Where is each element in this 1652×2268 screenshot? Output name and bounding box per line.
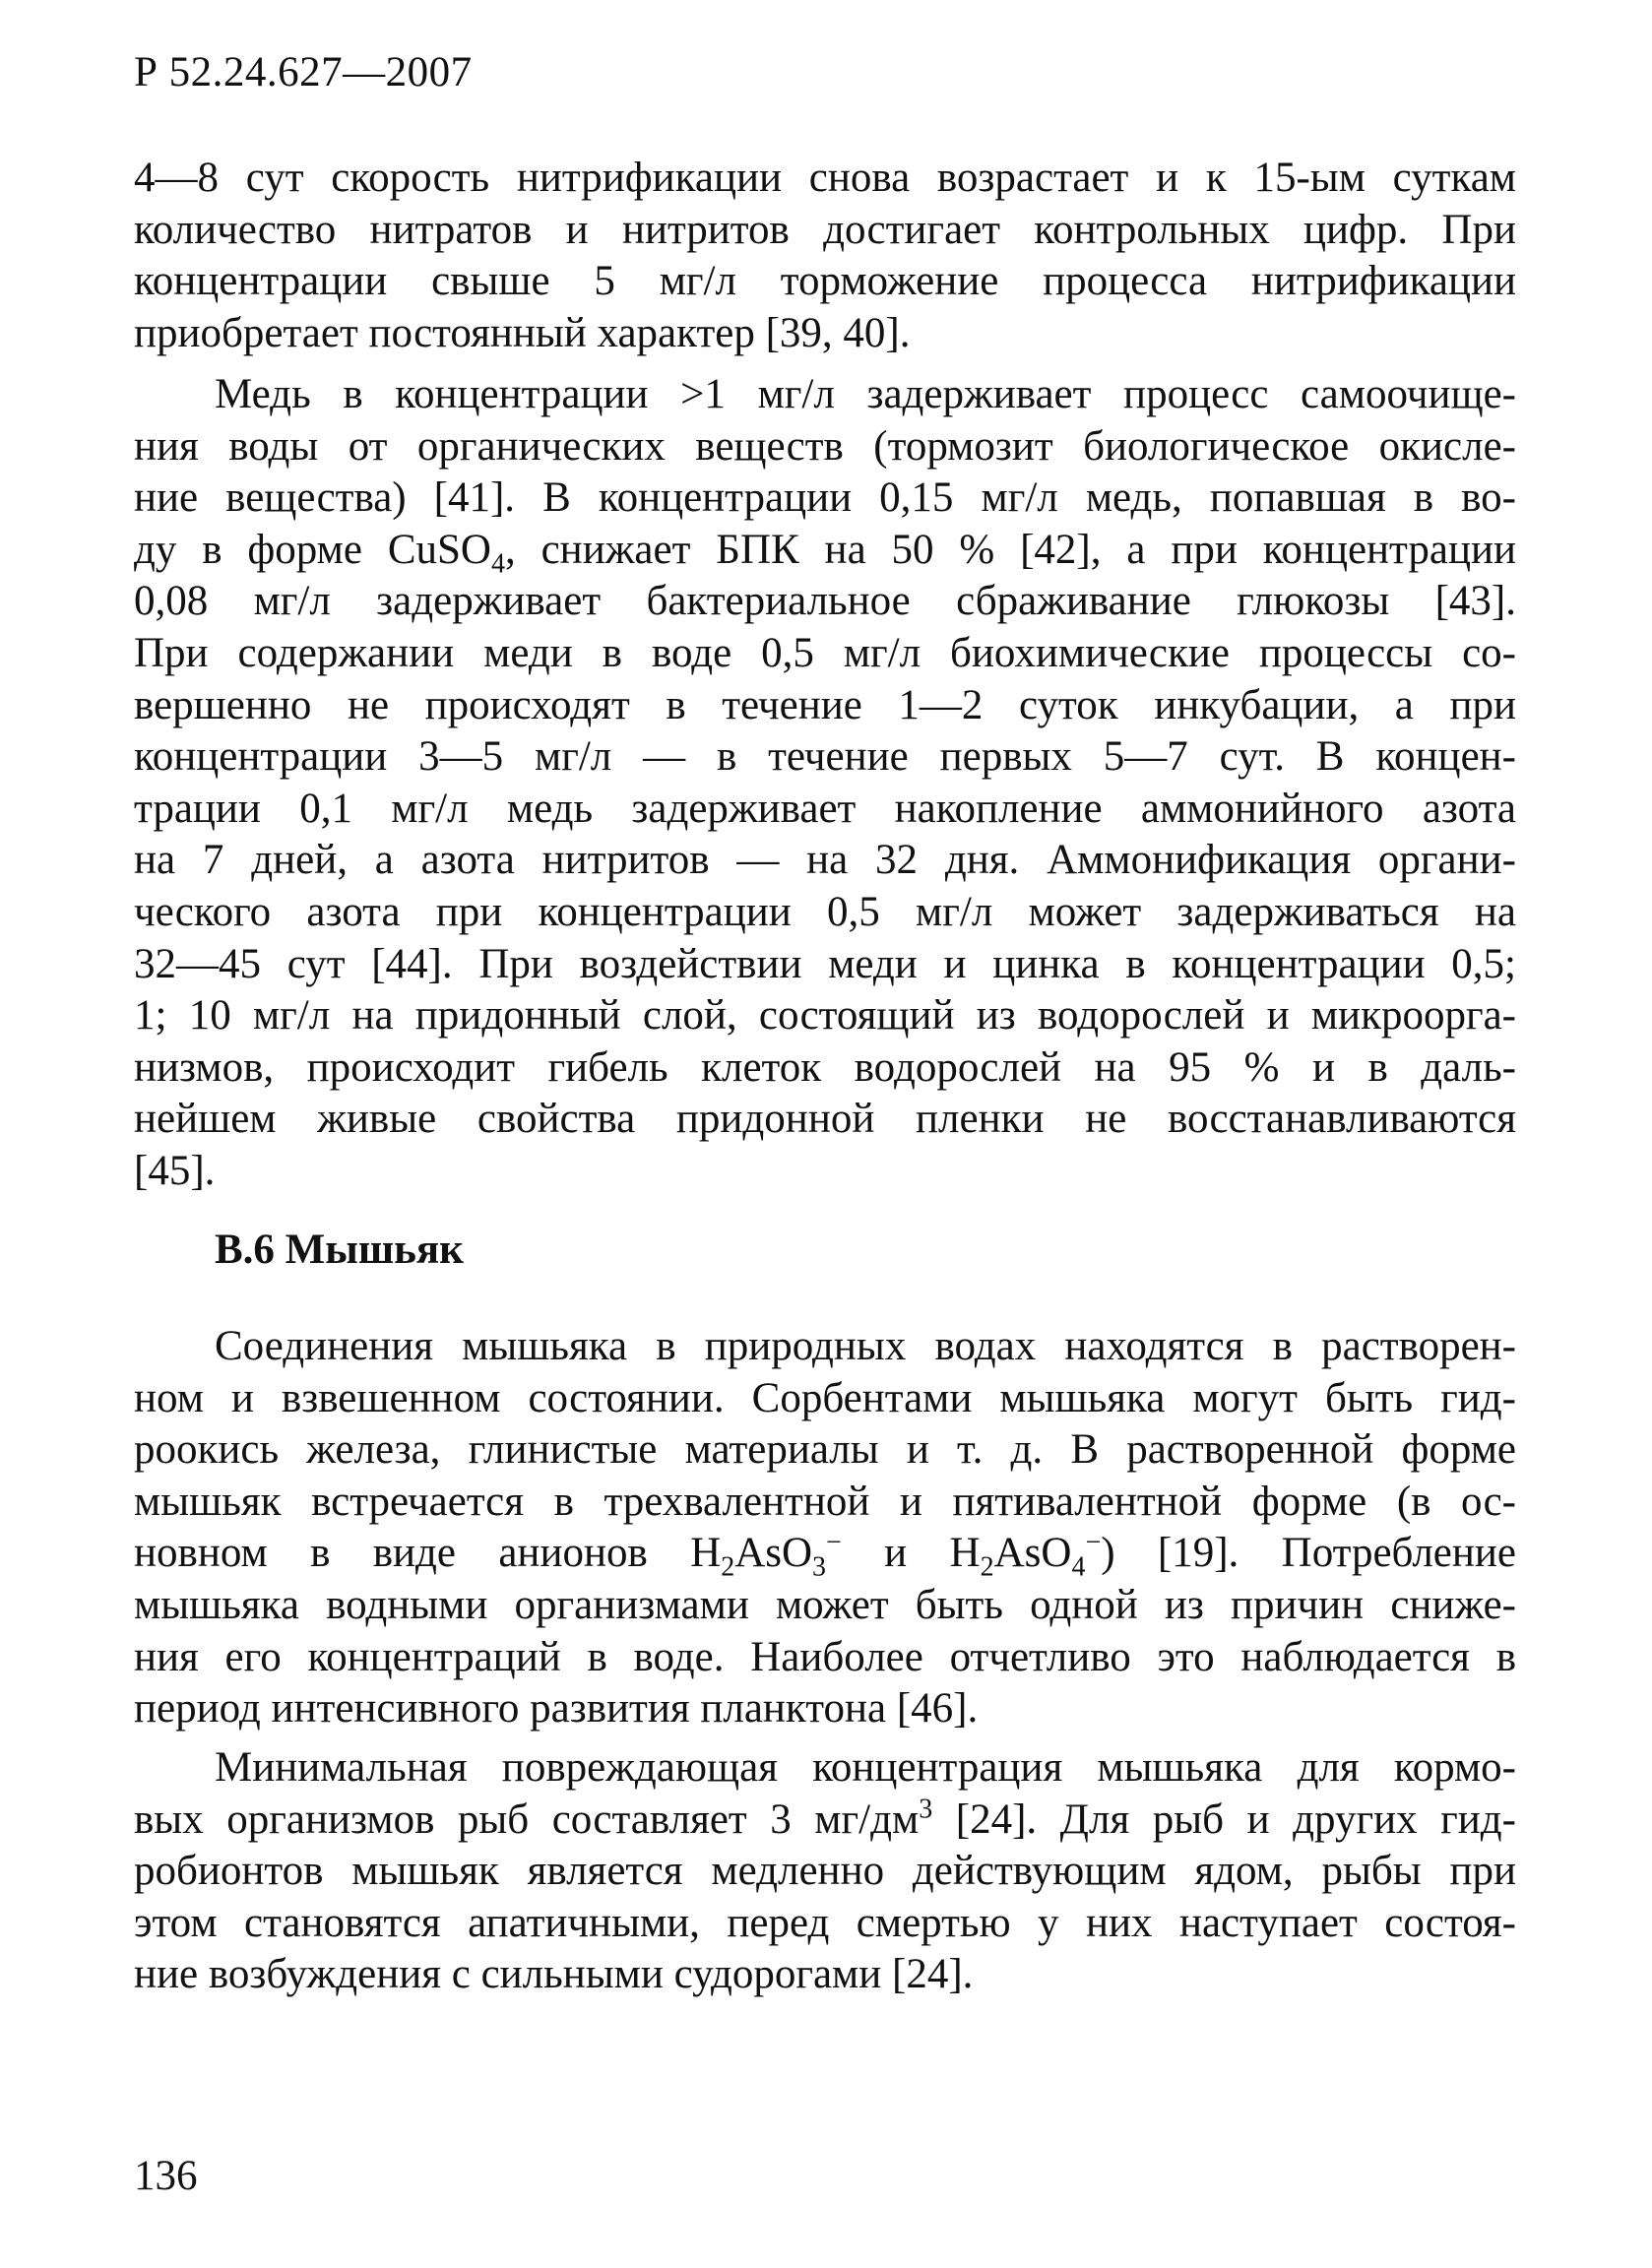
text-line: на 7 дней, а азота нитритов — на 32 дня. Аммонификация органи-: [134, 837, 1516, 884]
section-heading: В.6 Мышьяк: [215, 1227, 464, 1273]
formula-subscript: 2: [980, 1551, 994, 1583]
formula-superscript: −: [826, 1528, 842, 1559]
text-line: трации 0,1 мг/л медь задерживает накопление аммонийного азота: [134, 785, 1516, 832]
formula-text: и H: [841, 1530, 981, 1577]
text-line: Медь в концентрации >1 мг/л задерживает процесс самоочище-: [215, 371, 1516, 417]
text-line: ния воды от органических веществ (тормозит биологическое окисле-: [134, 422, 1516, 470]
formula-text: вых организмов рыб составляет 3 мг/дм: [134, 1796, 920, 1843]
text-line: концентрации свыше 5 мг/л торможение процесса нитрификации: [134, 258, 1516, 305]
formula-superscript: −: [1085, 1528, 1102, 1559]
text-line: концентрации 3—5 мг/л — в течение первых 5—7 сут. В концен-: [134, 733, 1516, 781]
formula-text: , снижает БПК на 50 % [42], а при концентрации: [504, 526, 1516, 573]
text-line: приобретает постоянный характер [39, 40].: [134, 309, 911, 356]
paragraph-4: [134, 1742, 1516, 2001]
text-line: [45].: [134, 1147, 216, 1194]
text-line: При содержании меди в воде 0,5 мг/л биохимические процессы со-: [134, 629, 1516, 676]
text-line: мышьяк встречается в трехвалентной и пятивалентной форме (в ос-: [134, 1478, 1516, 1525]
text-line: ческого азота при концентрации 0,5 мг/л может задерживаться на: [134, 888, 1516, 935]
formula-subscript: 4: [490, 548, 505, 580]
document-code: Р 52.24.627—2007: [134, 49, 473, 95]
formula-text: AsO: [734, 1530, 813, 1577]
text-line: 0,08 мг/л задерживает бактериальное сбраживание глюкозы [43].: [134, 578, 1516, 625]
formula-subscript: 4: [1071, 1551, 1086, 1583]
text-line: период интенсивного развития планктона [46].: [134, 1685, 979, 1732]
text-line: вершенно не происходят в течение 1—2 суток инкубации, а при: [134, 681, 1516, 728]
text-line: Минимальная повреждающая концентрация мышьяка для кормо-: [215, 1744, 1516, 1791]
text-line: ние возбуждения с сильными судорогами [24].: [134, 1951, 974, 1998]
text-line-formula: [134, 1795, 1516, 1847]
text-line: количество нитратов и нитритов достигает контрольных цифр. При: [134, 206, 1516, 253]
text-line: Соединения мышьяка в природных водах находятся в растворен-: [215, 1323, 1516, 1369]
text-line: 32—45 сут [44]. При воздействии меди и цинка в концентрации 0,5;: [134, 940, 1516, 987]
formula-text: ду в форме CuSO: [134, 526, 491, 573]
text-line: мышьяка водными организмами может быть одной из причин сниже-: [134, 1581, 1516, 1628]
text-line: ние вещества) [41]. В концентрации 0,15 мг/л медь, попавшая в во-: [134, 474, 1516, 522]
formula-subscript: 3: [812, 1551, 827, 1583]
paragraph-2: [134, 369, 1516, 1198]
text-line: робионтов мышьяк является медленно действующим ядом, рыбы при: [134, 1848, 1516, 1895]
formula-text: новном в виде анионов H: [134, 1530, 722, 1577]
text-line: 4—8 сут скорость нитрификации снова возрастает и к 15-ым суткам: [134, 155, 1516, 201]
text-line: ния его концентраций в воде. Наиболее отчетливо это наблюдается в: [134, 1633, 1516, 1680]
page-number: 136: [134, 2153, 198, 2199]
formula-superscript: 3: [919, 1794, 933, 1825]
formula-text: AsO: [993, 1530, 1072, 1577]
formula-text: ) [19]. Потребление: [1101, 1530, 1516, 1577]
text-line-formula: [134, 525, 1516, 580]
formula-text: [24]. Для рыб и других гид-: [932, 1796, 1517, 1843]
formula-subscript: 2: [721, 1551, 735, 1583]
text-line-formula: [134, 1528, 1516, 1583]
paragraph-3: [134, 1321, 1516, 1735]
text-line: низмов, происходит гибель клеток водорослей на 95 % и в даль-: [134, 1043, 1516, 1091]
text-line: нейшем живые свойства придонной пленки не восстанавливаются: [134, 1096, 1516, 1143]
text-line: роокись железа, глинистые материалы и т. д. В растворенной форме: [134, 1426, 1516, 1474]
text-line: 1; 10 мг/л на придонный слой, состоящий из водорослей и микроорга-: [134, 992, 1516, 1040]
paragraph-1: [134, 153, 1516, 359]
text-line: этом становятся апатичными, перед смертью у них наступает состоя-: [134, 1899, 1516, 1946]
text-line: ном и взвешенном состоянии. Сорбентами мышьяка могут быть гид-: [134, 1374, 1516, 1421]
